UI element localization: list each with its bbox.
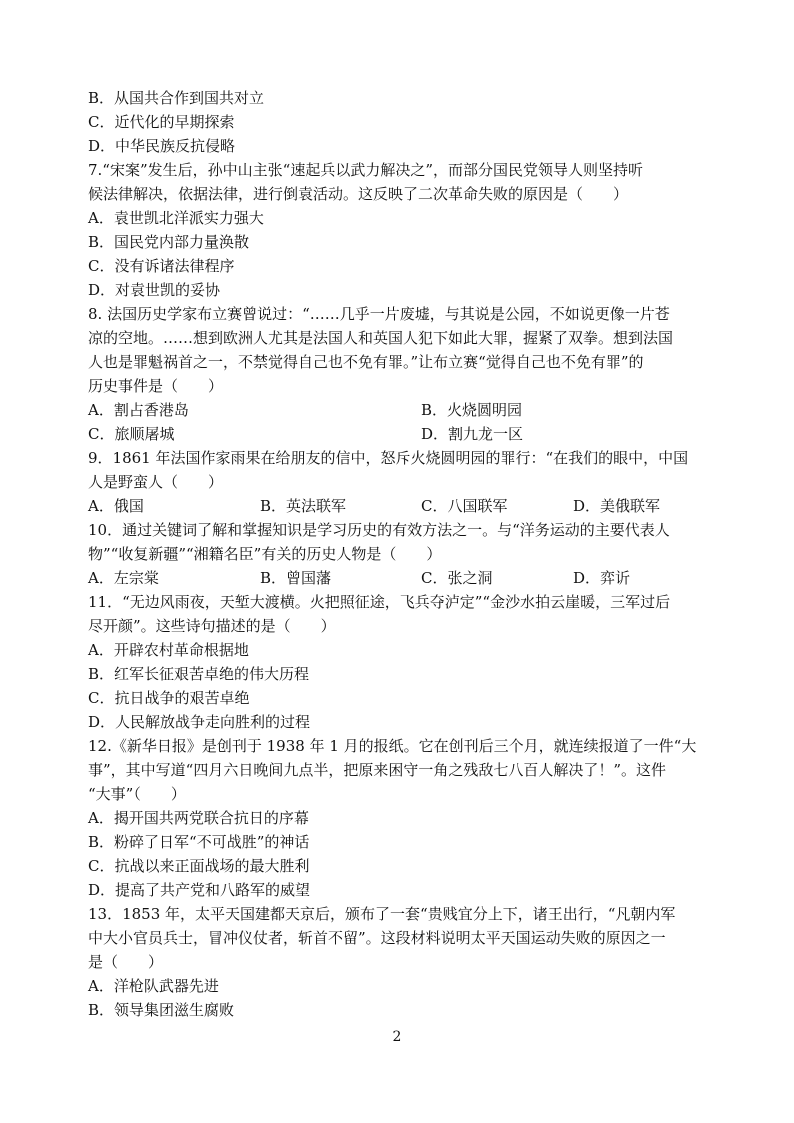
- question-7: 7.“宋案”发生后，孙中山主张“速起兵以武力解决之”，而部分国民党领导人则坚持听: [88, 161, 643, 179]
- text-line: B．从国共合作到国共对立: [88, 89, 265, 107]
- option-a: A．左宗棠: [88, 569, 159, 587]
- q9-options: [88, 494, 728, 518]
- option-line: A．袁世凯北洋派实力强大: [88, 209, 264, 227]
- text-line: C．近代化的早期探索: [88, 113, 235, 131]
- option-line: B．红军长征艰苦卓绝的伟大历程: [88, 665, 310, 683]
- question-9: 9．1861 年法国作家雨果在给朋友的信中，怒斥火烧圆明园的罪行：“在我们的眼中，中国: [88, 449, 689, 467]
- question-8: 8. 法国历史学家布立赛曾说过：“……几乎一片废墟，与其说是公园，不如说更像一片苍: [88, 305, 670, 323]
- option-line: D．对袁世凯的妥协: [88, 281, 221, 299]
- text-line: 凉的空地。……想到欧洲人尤其是法国人和英国人犯下如此大罪，握紧了双拳。想到法国: [88, 329, 674, 347]
- option-d: D．割九龙一区: [421, 425, 524, 443]
- text-line: 中大小官员兵士，冒冲仪仗者，斩首不留”。这段材料说明太平天国运动失败的原因之一: [88, 929, 666, 947]
- text-line: 尽开颜”。这些诗句描述的是（ ）: [88, 617, 336, 635]
- option-line: B．领导集团滋生腐败: [88, 1001, 235, 1019]
- q8-options-row-1: [88, 398, 728, 422]
- question-text: [88, 86, 728, 1022]
- option-line: C．抗日战争的艰苦卓绝: [88, 689, 250, 707]
- text-line: 事”，其中写道“四月六日晚间九点半，把原来困守一角之残敌七八百人解决了！”。这件: [88, 761, 667, 779]
- option-line: D．提高了共产党和八路军的威望: [88, 881, 311, 899]
- page-number: 2: [392, 1029, 402, 1045]
- option-c: C．八国联军: [421, 497, 508, 515]
- option-line: C．没有诉诸法律程序: [88, 257, 235, 275]
- question-10: 10．通过关键词了解和掌握知识是学习历史的有效方法之一。与“洋务运动的主要代表人: [88, 521, 670, 539]
- option-c: C．旅顺屠城: [88, 425, 175, 443]
- text-line: 人也是罪魁祸首之一，不禁觉得自己也不免有罪。”让布立赛“觉得自己也不免有罪”的: [88, 353, 644, 371]
- option-a: A．俄国: [88, 497, 144, 515]
- text-line: 历史事件是（ ）: [88, 377, 224, 395]
- text-line: 人是野蛮人（ ）: [88, 473, 224, 491]
- option-b: B．英法联军: [260, 497, 347, 515]
- option-c: C．张之洞: [421, 569, 493, 587]
- option-a: A．割占香港岛: [88, 401, 189, 419]
- option-line: B．国民党内部力量涣散: [88, 233, 250, 251]
- q8-options-row-2: [88, 422, 728, 446]
- option-d: D．弈䜣: [573, 569, 631, 587]
- option-line: D．人民解放战争走向胜利的过程: [88, 713, 311, 731]
- option-line: A．揭开国共两党联合抗日的序幕: [88, 809, 309, 827]
- question-12: 12.《新华日报》是创刊于 1938 年 1 月的报纸。它在创刊后三个月，就连续报道了一件“大: [88, 737, 697, 755]
- option-line: A．开辟农村革命根据地: [88, 641, 249, 659]
- text-line: 候法律解决，依据法律，进行倒袁活动。这反映了二次革命失败的原因是（ ）: [88, 185, 629, 203]
- text-line: 物”“收复新疆”“湘籍名臣”有关的历史人物是（ ）: [88, 545, 442, 563]
- option-line: C．抗战以来正面战场的最大胜利: [88, 857, 310, 875]
- option-b: B．火烧圆明园: [421, 401, 523, 419]
- option-b: B．曾国藩: [260, 569, 332, 587]
- option-d: D．美俄联军: [573, 497, 661, 515]
- q10-options: [88, 566, 728, 590]
- text-line: “大事”（ ）: [88, 785, 186, 803]
- text-line: 是（ ）: [88, 953, 164, 971]
- text-line: D．中华民族反抗侵略: [88, 137, 236, 155]
- question-13: 13．1853 年，太平天国建都天京后，颁布了一套“贵贱宜分上下，诸王出行，“凡朝内军: [88, 905, 676, 923]
- question-11: 11．“无边风雨夜，天堑大渡横。火把照征途，飞兵夺泸定”“金沙水拍云崖暖，三军过后: [88, 593, 671, 611]
- option-line: B．粉碎了日军“不可战胜”的神话: [88, 833, 310, 851]
- option-line: A．洋枪队武器先进: [88, 977, 219, 995]
